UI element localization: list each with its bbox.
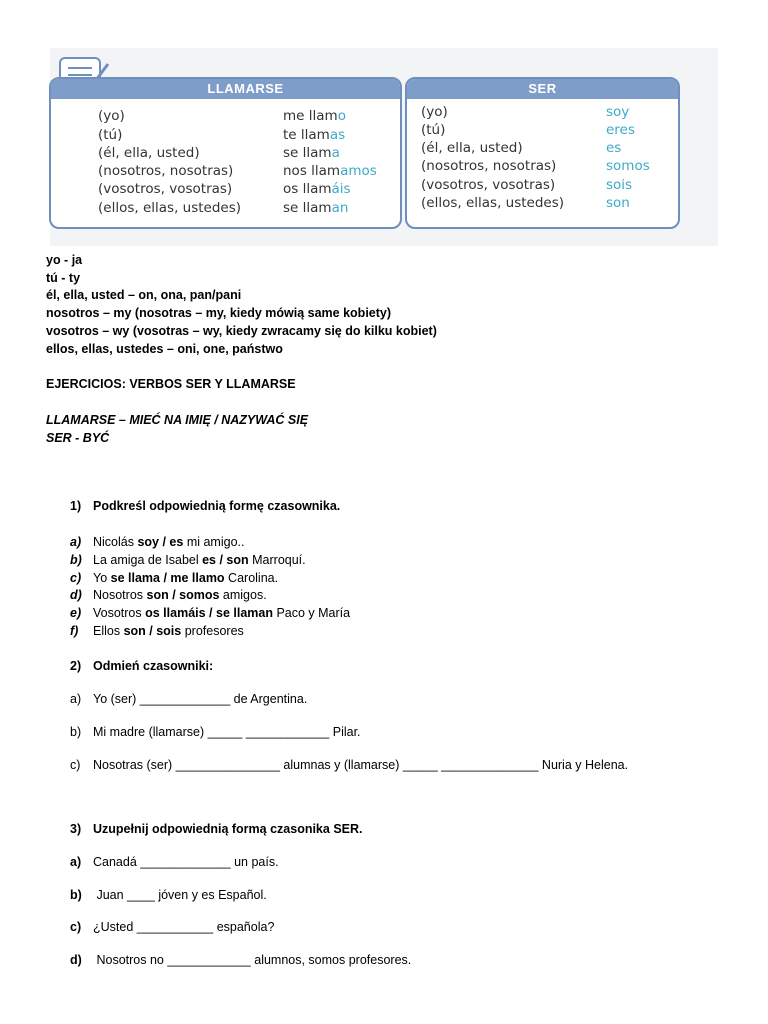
llamarse-form: se llaman xyxy=(283,200,349,216)
llamarse-pronoun: (yo) xyxy=(98,108,125,124)
exercise-1-item: f) Ellos son / sois profesores xyxy=(70,624,244,638)
exercise-2-title: 2) Odmień czasowniki: xyxy=(70,659,214,673)
exercise-1-item: a) Nicolás soy / es mi amigo.. xyxy=(70,535,245,549)
llamarse-pronoun: (él, ella, usted) xyxy=(98,145,200,161)
ser-pronoun: (él, ella, usted) xyxy=(421,140,523,156)
llamarse-table-title: LLAMARSE xyxy=(51,79,400,99)
exercise-3-item: b) Juan ____ jóven y es Español. xyxy=(70,888,267,902)
exercise-2-item: b) Mi madre (llamarse) _____ ____________ Pilar. xyxy=(70,725,361,739)
glossary-line: nosotros – my (nosotras – my, kiedy mówią same kobiety) xyxy=(46,306,392,320)
exercise-3-item: a) Canadá _____________ un país. xyxy=(70,855,279,869)
exercise-1-item: e) Vosotros os llamáis / se llaman Paco y María xyxy=(70,606,351,620)
glossary-line: vosotros – wy (vosotras – wy, kiedy zwracamy się do kilku kobiet) xyxy=(46,324,437,338)
llamarse-form: os llamáis xyxy=(283,181,351,197)
exercise-3-item: d) Nosotros no ____________ alumnos, somos profesores. xyxy=(70,953,412,967)
ser-form: es xyxy=(606,140,622,156)
glossary-line: tú - ty xyxy=(46,271,81,285)
glossary-line: él, ella, usted – on, ona, pan/pani xyxy=(46,288,242,302)
llamarse-form: te llamas xyxy=(283,127,346,143)
exercise-1-item: c) Yo se llama / me llamo Carolina. xyxy=(70,571,279,585)
exercise-3-item: c) ¿Usted ___________ española? xyxy=(70,920,275,934)
llamarse-form: me llamo xyxy=(283,108,346,124)
exercise-3-title: 3) Uzupełnij odpowiednią formą czasonika SER. xyxy=(70,822,363,836)
exercise-1-item: d) Nosotros son / somos amigos. xyxy=(70,588,267,602)
llamarse-pronoun: (vosotros, vosotras) xyxy=(98,181,233,197)
exercise-2-item: c) Nosotras (ser) _______________ alumnas y (llamarse) _____ ______________ Nuria y Helena. xyxy=(70,758,629,772)
ser-form: sois xyxy=(606,177,633,193)
ser-pronoun: (nosotros, nosotras) xyxy=(421,158,557,174)
meaning-ser: SER - BYĆ xyxy=(46,431,110,445)
ser-pronoun: (tú) xyxy=(421,122,446,138)
ser-form: son xyxy=(606,195,630,211)
ser-form: somos xyxy=(606,158,650,174)
exercises-heading: EJERCICIOS: VERBOS SER Y LLAMARSE xyxy=(46,377,296,391)
meaning-llamarse: LLAMARSE – MIEĆ NA IMIĘ / NAZYWAĆ SIĘ xyxy=(46,413,309,427)
llamarse-pronoun: (nosotros, nosotras) xyxy=(98,163,234,179)
exercise-1-title: 1) Podkreśl odpowiednią formę czasownika. xyxy=(70,499,341,513)
ser-pronoun: (yo) xyxy=(421,104,448,120)
llamarse-form: se llama xyxy=(283,145,340,161)
ser-pronoun: (vosotros, vosotras) xyxy=(421,177,556,193)
glossary-line: yo - ja xyxy=(46,253,83,267)
exercise-2-item: a) Yo (ser) _____________ de Argentina. xyxy=(70,692,308,706)
llamarse-pronoun: (tú) xyxy=(98,127,123,143)
llamarse-pronoun: (ellos, ellas, ustedes) xyxy=(98,200,242,216)
ser-pronoun: (ellos, ellas, ustedes) xyxy=(421,195,565,211)
ser-table-title: SER xyxy=(407,79,678,99)
ser-form: eres xyxy=(606,122,635,138)
glossary-line: ellos, ellas, ustedes – oni, one, państwo xyxy=(46,342,283,356)
llamarse-form: nos llamamos xyxy=(283,163,377,179)
ser-form: soy xyxy=(606,104,630,120)
exercise-1-item: b) La amiga de Isabel es / son Marroquí. xyxy=(70,553,306,567)
